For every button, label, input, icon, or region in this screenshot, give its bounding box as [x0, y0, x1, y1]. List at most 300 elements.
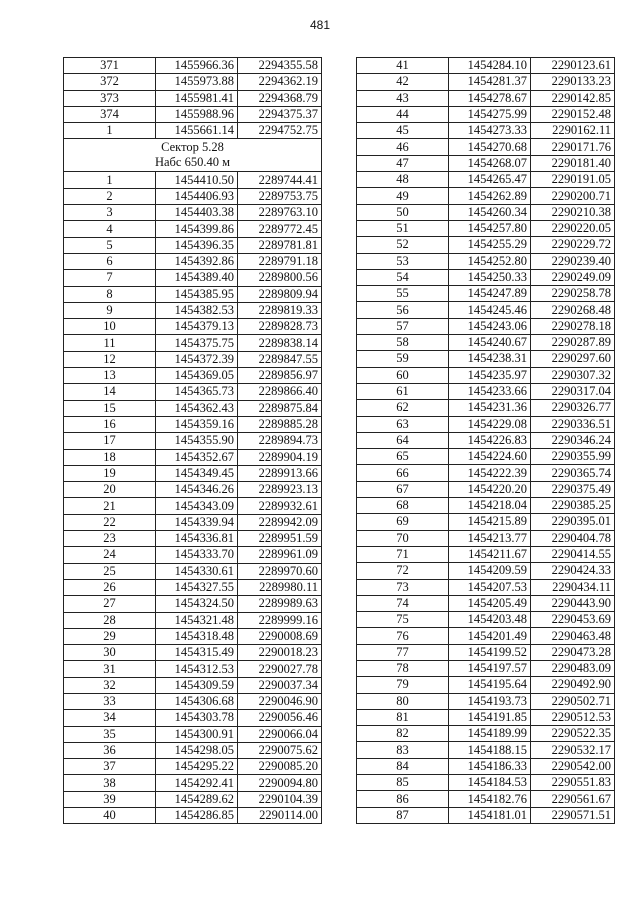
point-number: 19	[64, 465, 156, 481]
table-row	[357, 139, 615, 155]
point-number: 8	[64, 286, 156, 302]
y-coordinate: 2290210.38	[531, 204, 615, 220]
table-row	[64, 710, 322, 726]
point-number: 54	[357, 269, 449, 285]
point-number: 46	[357, 139, 449, 155]
x-coordinate: 1454300.91	[156, 726, 238, 742]
x-coordinate: 1455988.96	[156, 106, 238, 122]
x-coordinate: 1454238.31	[449, 351, 531, 367]
point-number: 43	[357, 90, 449, 106]
x-coordinate: 1454318.48	[156, 628, 238, 644]
table-row	[64, 482, 322, 498]
point-number: 5	[64, 237, 156, 253]
x-coordinate: 1454385.95	[156, 286, 238, 302]
x-coordinate: 1454265.47	[449, 172, 531, 188]
table-row	[64, 368, 322, 384]
y-coordinate: 2290404.78	[531, 530, 615, 546]
x-coordinate: 1454182.76	[449, 791, 531, 807]
table-row	[357, 400, 615, 416]
y-coordinate: 2290162.11	[531, 123, 615, 139]
table-row	[357, 514, 615, 530]
point-number: 85	[357, 775, 449, 791]
y-coordinate: 2290220.05	[531, 220, 615, 236]
point-number: 2	[64, 188, 156, 204]
point-number: 82	[357, 726, 449, 742]
table-row	[64, 237, 322, 253]
point-number: 25	[64, 563, 156, 579]
y-coordinate: 2290104.39	[238, 791, 322, 807]
point-number: 374	[64, 106, 156, 122]
x-coordinate: 1454205.49	[449, 595, 531, 611]
point-number: 70	[357, 530, 449, 546]
y-coordinate: 2289989.63	[238, 596, 322, 612]
x-coordinate: 1454284.10	[449, 58, 531, 74]
point-number: 87	[357, 807, 449, 823]
table-row	[357, 807, 615, 823]
point-number: 14	[64, 384, 156, 400]
y-coordinate: 2290522.35	[531, 726, 615, 742]
y-coordinate: 2290278.18	[531, 318, 615, 334]
point-number: 34	[64, 710, 156, 726]
point-number: 56	[357, 302, 449, 318]
point-number: 38	[64, 775, 156, 791]
left-table-rows	[64, 172, 322, 824]
point-number: 1	[64, 172, 156, 188]
y-coordinate: 2290317.04	[531, 383, 615, 399]
y-coordinate: 2290512.53	[531, 709, 615, 725]
y-coordinate: 2290414.55	[531, 546, 615, 562]
x-coordinate: 1454191.85	[449, 709, 531, 725]
x-coordinate: 1454209.59	[449, 563, 531, 579]
x-coordinate: 1454289.62	[156, 791, 238, 807]
point-number: 15	[64, 400, 156, 416]
y-coordinate: 2290094.80	[238, 775, 322, 791]
point-number: 45	[357, 123, 449, 139]
table-row	[64, 677, 322, 693]
point-number: 40	[64, 808, 156, 824]
point-number: 47	[357, 155, 449, 171]
point-number: 32	[64, 677, 156, 693]
table-row	[357, 579, 615, 595]
point-number: 21	[64, 498, 156, 514]
x-coordinate: 1454303.78	[156, 710, 238, 726]
y-coordinate: 2289875.84	[238, 400, 322, 416]
x-coordinate: 1454245.46	[449, 302, 531, 318]
y-coordinate: 2289800.56	[238, 270, 322, 286]
y-coordinate: 2290483.09	[531, 660, 615, 676]
point-number: 80	[357, 693, 449, 709]
x-coordinate: 1454188.15	[449, 742, 531, 758]
point-number: 17	[64, 433, 156, 449]
x-coordinate: 1454197.57	[449, 660, 531, 676]
y-coordinate: 2290346.24	[531, 432, 615, 448]
point-number: 371	[64, 58, 156, 74]
x-coordinate: 1454324.50	[156, 596, 238, 612]
x-coordinate: 1454273.33	[449, 123, 531, 139]
x-coordinate: 1455966.36	[156, 58, 238, 74]
y-coordinate: 2289913.66	[238, 465, 322, 481]
table-row	[64, 205, 322, 221]
table-row	[357, 155, 615, 171]
y-coordinate: 2290191.05	[531, 172, 615, 188]
x-coordinate: 1454257.80	[449, 220, 531, 236]
coordinates-table-left	[63, 57, 322, 824]
x-coordinate: 1454186.33	[449, 758, 531, 774]
x-coordinate: 1454333.70	[156, 547, 238, 563]
table-row	[357, 123, 615, 139]
table-row	[64, 221, 322, 237]
x-coordinate: 1454260.34	[449, 204, 531, 220]
table-row	[357, 204, 615, 220]
x-coordinate: 1454403.38	[156, 205, 238, 221]
point-number: 44	[357, 106, 449, 122]
table-row	[64, 253, 322, 269]
x-coordinate: 1454233.66	[449, 383, 531, 399]
point-number: 33	[64, 693, 156, 709]
left-table-head-rows	[64, 58, 322, 139]
table-row	[357, 563, 615, 579]
x-coordinate: 1454292.41	[156, 775, 238, 791]
point-number: 27	[64, 596, 156, 612]
x-coordinate: 1454229.08	[449, 416, 531, 432]
x-coordinate: 1454336.81	[156, 531, 238, 547]
table-row	[64, 90, 322, 106]
y-coordinate: 2289856.97	[238, 368, 322, 384]
y-coordinate: 2289951.59	[238, 531, 322, 547]
point-number: 63	[357, 416, 449, 432]
table-row	[64, 400, 322, 416]
x-coordinate: 1454240.67	[449, 335, 531, 351]
page-number: 481	[309, 18, 331, 32]
point-number: 49	[357, 188, 449, 204]
table-row	[64, 384, 322, 400]
table-row	[357, 286, 615, 302]
point-number: 11	[64, 335, 156, 351]
y-coordinate: 2290114.00	[238, 808, 322, 824]
table-row	[357, 546, 615, 562]
point-number: 30	[64, 645, 156, 661]
y-coordinate: 2289847.55	[238, 351, 322, 367]
x-coordinate: 1454399.86	[156, 221, 238, 237]
section-subtitle: Набс 650.40 м	[154, 155, 231, 170]
point-number: 67	[357, 481, 449, 497]
x-coordinate: 1454270.68	[449, 139, 531, 155]
point-number: 64	[357, 432, 449, 448]
table-row	[357, 758, 615, 774]
y-coordinate: 2290249.09	[531, 269, 615, 285]
y-coordinate: 2290200.71	[531, 188, 615, 204]
table-row	[64, 188, 322, 204]
x-coordinate: 1454195.64	[449, 677, 531, 693]
y-coordinate: 2290443.90	[531, 595, 615, 611]
table-row	[357, 465, 615, 481]
point-number: 58	[357, 335, 449, 351]
table-row	[64, 563, 322, 579]
table-row	[357, 432, 615, 448]
y-coordinate: 2290326.77	[531, 400, 615, 416]
point-number: 83	[357, 742, 449, 758]
point-number: 77	[357, 644, 449, 660]
x-coordinate: 1454199.52	[449, 644, 531, 660]
y-coordinate: 2289781.81	[238, 237, 322, 253]
x-coordinate: 1454203.48	[449, 612, 531, 628]
y-coordinate: 2290473.28	[531, 644, 615, 660]
x-coordinate: 1454392.86	[156, 253, 238, 269]
y-coordinate: 2290152.48	[531, 106, 615, 122]
y-coordinate: 2290268.48	[531, 302, 615, 318]
table-row	[357, 172, 615, 188]
x-coordinate: 1454306.68	[156, 693, 238, 709]
point-number: 41	[357, 58, 449, 74]
x-coordinate: 1454349.45	[156, 465, 238, 481]
x-coordinate: 1454278.67	[449, 90, 531, 106]
table-row	[64, 775, 322, 791]
table-row	[64, 726, 322, 742]
y-coordinate: 2290307.32	[531, 367, 615, 383]
table-row	[64, 759, 322, 775]
table-row	[64, 465, 322, 481]
y-coordinate: 2294362.19	[238, 74, 322, 90]
table-row	[357, 498, 615, 514]
point-number: 42	[357, 74, 449, 90]
table-row	[357, 791, 615, 807]
x-coordinate: 1454247.89	[449, 286, 531, 302]
point-number: 12	[64, 351, 156, 367]
point-number: 57	[357, 318, 449, 334]
x-coordinate: 1454339.94	[156, 514, 238, 530]
point-number: 53	[357, 253, 449, 269]
point-number: 84	[357, 758, 449, 774]
y-coordinate: 2290258.78	[531, 286, 615, 302]
point-number: 76	[357, 628, 449, 644]
y-coordinate: 2289819.33	[238, 302, 322, 318]
y-coordinate: 2289904.19	[238, 449, 322, 465]
table-row	[64, 791, 322, 807]
point-number: 59	[357, 351, 449, 367]
y-coordinate: 2289942.09	[238, 514, 322, 530]
y-coordinate: 2290075.62	[238, 742, 322, 758]
x-coordinate: 1454220.20	[449, 481, 531, 497]
point-number: 372	[64, 74, 156, 90]
y-coordinate: 2289961.09	[238, 547, 322, 563]
x-coordinate: 1454355.90	[156, 433, 238, 449]
table-row	[64, 579, 322, 595]
x-coordinate: 1454213.77	[449, 530, 531, 546]
point-number: 35	[64, 726, 156, 742]
table-row	[357, 742, 615, 758]
table-row	[357, 383, 615, 399]
table-row	[357, 530, 615, 546]
point-number: 65	[357, 449, 449, 465]
y-coordinate: 2290395.01	[531, 514, 615, 530]
point-number: 55	[357, 286, 449, 302]
table-row	[64, 416, 322, 432]
y-coordinate: 2290463.48	[531, 628, 615, 644]
table-row	[357, 90, 615, 106]
table-row	[64, 514, 322, 530]
point-number: 78	[357, 660, 449, 676]
x-coordinate: 1454410.50	[156, 172, 238, 188]
table-row	[64, 498, 322, 514]
table-row	[357, 644, 615, 660]
y-coordinate: 2294368.79	[238, 90, 322, 106]
table-row	[64, 302, 322, 318]
point-number: 10	[64, 319, 156, 335]
x-coordinate: 1454189.99	[449, 726, 531, 742]
x-coordinate: 1454193.73	[449, 693, 531, 709]
y-coordinate: 2290171.76	[531, 139, 615, 155]
table-row	[64, 351, 322, 367]
x-coordinate: 1454379.13	[156, 319, 238, 335]
point-number: 60	[357, 367, 449, 383]
x-coordinate: 1454243.06	[449, 318, 531, 334]
y-coordinate: 2289763.10	[238, 205, 322, 221]
table-row	[357, 449, 615, 465]
y-coordinate: 2290434.11	[531, 579, 615, 595]
x-coordinate: 1454255.29	[449, 237, 531, 253]
y-coordinate: 2290297.60	[531, 351, 615, 367]
table-row	[64, 661, 322, 677]
point-number: 69	[357, 514, 449, 530]
x-coordinate: 1454298.05	[156, 742, 238, 758]
table-row	[357, 660, 615, 676]
table-row	[357, 220, 615, 236]
section-row	[64, 139, 322, 172]
y-coordinate: 2290181.40	[531, 155, 615, 171]
x-coordinate: 1454286.85	[156, 808, 238, 824]
point-number: 62	[357, 400, 449, 416]
y-coordinate: 2290385.25	[531, 498, 615, 514]
x-coordinate: 1454222.39	[449, 465, 531, 481]
x-coordinate: 1454389.40	[156, 270, 238, 286]
point-number: 28	[64, 612, 156, 628]
y-coordinate: 2290287.89	[531, 335, 615, 351]
table-row	[357, 775, 615, 791]
y-coordinate: 2290551.83	[531, 775, 615, 791]
table-row	[64, 449, 322, 465]
y-coordinate: 2289932.61	[238, 498, 322, 514]
y-coordinate: 2290046.90	[238, 693, 322, 709]
point-number: 16	[64, 416, 156, 432]
y-coordinate: 2289885.28	[238, 416, 322, 432]
x-coordinate: 1454224.60	[449, 449, 531, 465]
point-number: 81	[357, 709, 449, 725]
table-row	[357, 628, 615, 644]
y-coordinate: 2289753.75	[238, 188, 322, 204]
point-number: 373	[64, 90, 156, 106]
point-number: 71	[357, 546, 449, 562]
table-row	[64, 596, 322, 612]
y-coordinate: 2290355.99	[531, 449, 615, 465]
y-coordinate: 2290056.46	[238, 710, 322, 726]
point-number: 24	[64, 547, 156, 563]
point-number: 9	[64, 302, 156, 318]
x-coordinate: 1454369.05	[156, 368, 238, 384]
y-coordinate: 2290008.69	[238, 628, 322, 644]
point-number: 48	[357, 172, 449, 188]
table-row	[64, 286, 322, 302]
y-coordinate: 2290375.49	[531, 481, 615, 497]
table-row	[64, 123, 322, 139]
y-coordinate: 2290018.23	[238, 645, 322, 661]
table-row	[357, 367, 615, 383]
y-coordinate: 2290424.33	[531, 563, 615, 579]
point-number: 86	[357, 791, 449, 807]
point-number: 1	[64, 123, 156, 139]
x-coordinate: 1454250.33	[449, 269, 531, 285]
table-row	[357, 188, 615, 204]
x-coordinate: 1455973.88	[156, 74, 238, 90]
x-coordinate: 1454346.26	[156, 482, 238, 498]
y-coordinate: 2289791.18	[238, 253, 322, 269]
x-coordinate: 1454262.89	[449, 188, 531, 204]
coordinates-table-right	[356, 57, 615, 824]
x-coordinate: 1454235.97	[449, 367, 531, 383]
table-row	[357, 253, 615, 269]
right-table-rows	[357, 58, 615, 824]
table-row	[357, 74, 615, 90]
table-row	[64, 742, 322, 758]
x-coordinate: 1454315.49	[156, 645, 238, 661]
y-coordinate: 2290336.51	[531, 416, 615, 432]
y-coordinate: 2290365.74	[531, 465, 615, 481]
x-coordinate: 1454359.16	[156, 416, 238, 432]
table-row	[64, 531, 322, 547]
y-coordinate: 2289970.60	[238, 563, 322, 579]
point-number: 72	[357, 563, 449, 579]
table-row	[357, 612, 615, 628]
table-row	[64, 335, 322, 351]
x-coordinate: 1454207.53	[449, 579, 531, 595]
y-coordinate: 2290453.69	[531, 612, 615, 628]
y-coordinate: 2290561.67	[531, 791, 615, 807]
table-row	[357, 58, 615, 74]
point-number: 31	[64, 661, 156, 677]
table-row	[64, 319, 322, 335]
y-coordinate: 2289838.14	[238, 335, 322, 351]
table-row	[357, 335, 615, 351]
x-coordinate: 1454201.49	[449, 628, 531, 644]
point-number: 13	[64, 368, 156, 384]
point-number: 18	[64, 449, 156, 465]
y-coordinate: 2290085.20	[238, 759, 322, 775]
table-row	[64, 58, 322, 74]
point-number: 7	[64, 270, 156, 286]
x-coordinate: 1454362.43	[156, 400, 238, 416]
y-coordinate: 2290571.51	[531, 807, 615, 823]
x-coordinate: 1454372.39	[156, 351, 238, 367]
table-row	[357, 416, 615, 432]
point-number: 79	[357, 677, 449, 693]
y-coordinate: 2289744.41	[238, 172, 322, 188]
x-coordinate: 1454312.53	[156, 661, 238, 677]
table-row	[357, 269, 615, 285]
y-coordinate: 2289772.45	[238, 221, 322, 237]
x-coordinate: 1454231.36	[449, 400, 531, 416]
x-coordinate: 1454365.73	[156, 384, 238, 400]
table-row	[357, 318, 615, 334]
point-number: 20	[64, 482, 156, 498]
x-coordinate: 1454184.53	[449, 775, 531, 791]
x-coordinate: 1454275.99	[449, 106, 531, 122]
table-row	[64, 628, 322, 644]
x-coordinate: 1455981.41	[156, 90, 238, 106]
table-row	[357, 595, 615, 611]
point-number: 39	[64, 791, 156, 807]
table-row	[64, 612, 322, 628]
y-coordinate: 2290133.23	[531, 74, 615, 90]
section-header	[64, 139, 322, 172]
